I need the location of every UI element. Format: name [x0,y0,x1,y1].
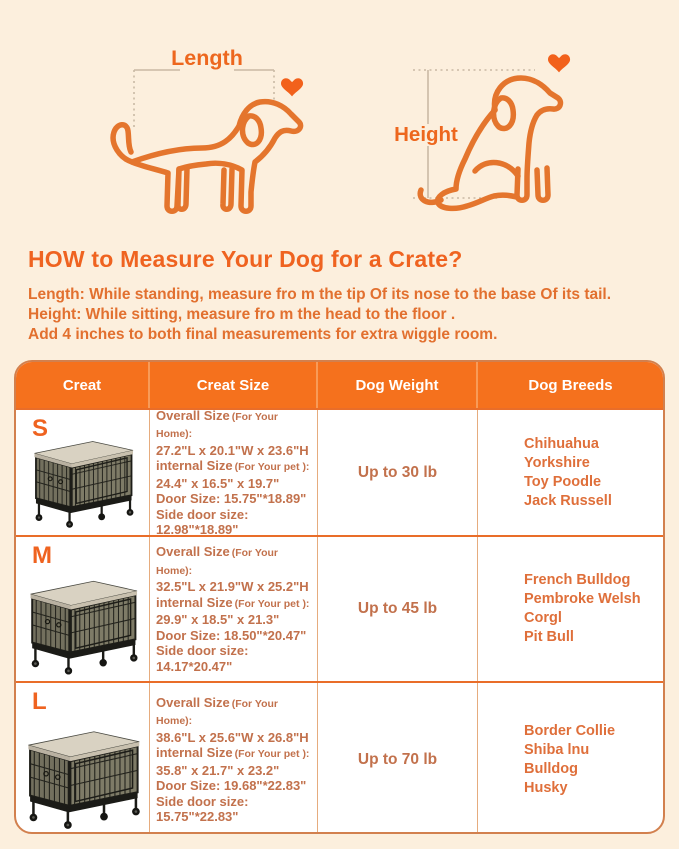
overall-size-label: Overall Size [156,694,230,710]
overall-dimensions: 32.5"L x 21.9"W x 25.2"H [156,579,309,594]
internal-size-note: (For Your pet ): [234,748,310,760]
table-row-large [16,681,663,834]
length-label: Length [171,46,243,70]
internal-size-note: (For Your pet ): [234,461,310,473]
table-row-medium [16,535,663,681]
breed: Toy Poodle [524,473,602,490]
internal-dimensions: 35.8" x 21.7" x 23.2" [156,762,280,778]
standing-dog-outline [113,102,300,212]
overall-size-label: Overall Size [156,544,230,559]
internal-size-label: internal Size [156,594,233,610]
overall-size-label: Overall Size [156,407,230,423]
heart-icon [548,54,570,72]
header-dog-breeds: Dog Breeds [528,376,613,394]
internal-size-note: (For Your pet ): [234,597,310,610]
breed: Chihuahua [524,435,599,452]
internal-dimensions: 29.9" x 18.5" x 21.3" [156,612,280,627]
crate-size-table [14,360,665,834]
breed: Yorkshire [524,454,590,471]
breed: French Bulldog [524,572,631,588]
breed: Jack Russell [524,492,612,509]
dog-breeds-cell [478,410,663,535]
instruction-wiggle-room: Add 4 inches to both final measurements for extra wiggle room. [28,326,498,343]
overall-size-note: (For Your Home): [156,697,278,727]
dog-weight-cell: Up to 45 lb [318,537,478,681]
breed: Pit Bull [524,629,574,645]
overall-size-note: (For Your Home): [156,547,278,577]
internal-size-label: internal Size [156,745,233,760]
crate-size-cell [150,407,318,537]
crate-product-image [22,570,143,676]
page-title: HOW to Measure Your Dog for a Crate? [28,246,463,272]
measuring-instructions [28,285,611,345]
crate-size-cell [150,537,318,681]
crate-product-image [20,720,146,831]
instruction-height: Height: While sitting, measure fro m the head to the floor . [28,306,456,323]
breed: Corgl [524,610,562,626]
internal-dimensions: 24.4" x 16.5" x 19.7" [156,475,280,491]
breed: Husky [524,779,568,796]
standing-dog-length-diagram [84,36,309,221]
overall-dimensions: 27.2"L x 20.1"W x 23.6"H [156,442,309,458]
table-header-row [16,362,663,408]
sitting-dog-height-diagram [385,48,585,213]
crate-product-image [27,431,139,530]
door-size: Door Size: 19.68"*22.83" [156,778,307,793]
table-row-small [16,408,663,535]
size-letter: L [32,688,47,715]
breed: Pembroke Welsh [524,591,641,607]
dog-weight-cell: Up to 30 lb [318,410,478,535]
overall-dimensions: 38.6"L x 25.6"W x 26.8"H [156,729,309,745]
crate-size-cell [150,683,318,834]
side-door-size: Side door size: 15.75"*22.83" [156,793,249,824]
size-letter: M [32,542,52,569]
dog-breeds-cell [478,537,663,681]
breed: Bulldog [524,760,578,777]
header-creat-size: Creat Size [150,362,318,408]
door-size: Door Size: 15.75"*18.89" [156,491,307,506]
height-label: Height [394,123,458,146]
crate-cell [16,683,150,834]
header-creat: Creat [16,362,150,408]
header-dog-weight: Dog Weight [318,362,478,408]
side-door-size: Side door size: 14.17*20.47" [156,643,249,674]
dog-weight-cell: Up to 70 lb [318,683,478,834]
overall-size-note: (For Your Home): [156,410,278,440]
door-size: Door Size: 18.50"*20.47" [156,627,307,643]
length-measure-lines [134,70,274,130]
instruction-length: Length: While standing, measure fro m the tip Of its nose to the base Of its tail. [28,286,612,303]
heart-icon [281,78,303,96]
breed: Border Collie [524,722,616,739]
side-door-size: Side door size: 12.98"*18.89" [156,506,249,537]
breed: Shiba lnu [524,741,590,758]
crate-cell [16,410,150,535]
size-letter: S [32,415,49,442]
dog-breeds-cell [478,683,663,834]
crate-cell [16,537,150,681]
internal-size-label: internal Size [156,458,233,473]
